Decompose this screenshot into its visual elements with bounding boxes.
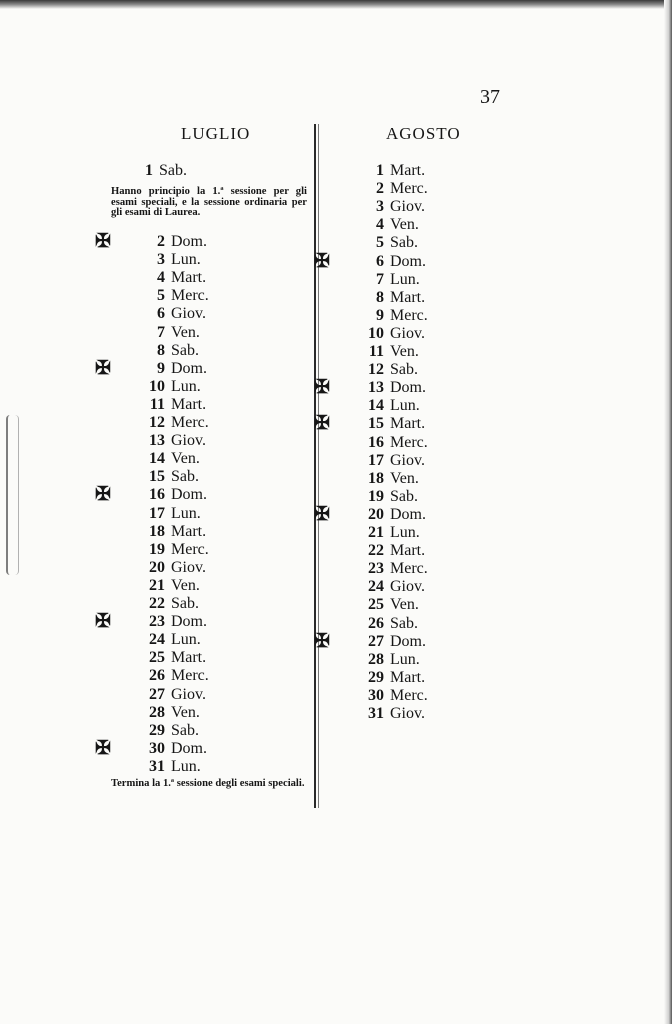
holiday-cross-icon: ✠ — [95, 357, 111, 379]
month-title-agosto: AGOSTO — [386, 124, 461, 143]
day-name: Giov. — [171, 558, 206, 576]
agosto-day-1 — [355, 162, 425, 180]
column-divider — [314, 124, 319, 808]
agosto-day-14 — [355, 397, 420, 415]
day-name: Ven. — [390, 469, 419, 487]
day-number: 15 — [368, 415, 384, 433]
luglio-first-day — [124, 162, 187, 180]
day-number: 19 — [149, 540, 165, 558]
binding-stitch — [6, 415, 19, 575]
day-number: 10 — [149, 377, 165, 395]
day-name: Dom. — [171, 233, 207, 250]
agosto-day-15 — [314, 413, 426, 435]
day-number: 22 — [149, 595, 165, 612]
day-number: 10 — [368, 324, 384, 342]
day-name: Mart. — [171, 269, 207, 287]
agosto-day-5 — [355, 234, 418, 252]
day-name: Merc. — [390, 433, 428, 451]
day-name: Giov. — [390, 324, 425, 342]
day-number: 9 — [376, 306, 384, 324]
day-number: 25 — [368, 596, 384, 614]
day-number: 16 — [368, 433, 384, 451]
day-number: 11 — [368, 343, 384, 360]
day-name: Mart. — [171, 395, 207, 413]
page-right-edge — [664, 0, 672, 1024]
luglio-day-6 — [136, 305, 206, 323]
luglio-day-21 — [136, 577, 200, 595]
agosto-day-25 — [355, 596, 419, 614]
day-name: Merc. — [171, 667, 209, 685]
day-number: 13 — [149, 432, 165, 450]
day-name: Ven. — [390, 343, 419, 360]
day-name: Lun. — [390, 524, 420, 541]
holiday-cross-icon: ✠ — [95, 484, 111, 506]
luglio-day-5 — [136, 287, 209, 305]
day-number: 23 — [149, 613, 165, 631]
day-number: 5 — [376, 234, 384, 252]
day-number: 28 — [368, 650, 384, 668]
day-name: Dom. — [390, 252, 426, 270]
page-top-edge — [0, 0, 672, 9]
day-name: Sab. — [390, 361, 418, 379]
agosto-day-3 — [355, 198, 425, 216]
day-number: 21 — [368, 524, 384, 541]
day-number: 1 — [145, 162, 153, 179]
day-number: 24 — [149, 631, 165, 649]
day-number: 23 — [368, 560, 384, 578]
day-name: Sab. — [171, 721, 199, 739]
luglio-day-26 — [136, 667, 209, 685]
day-name: Giov. — [390, 198, 425, 216]
agosto-day-22 — [355, 542, 425, 560]
day-name: Giov. — [390, 705, 425, 722]
day-number: 15 — [149, 468, 165, 486]
day-name: Dom. — [171, 739, 207, 757]
day-number: 7 — [157, 323, 165, 341]
agosto-day-18 — [355, 470, 419, 488]
agosto-day-31 — [355, 705, 425, 723]
day-name: Sab. — [159, 162, 187, 179]
luglio-day-17 — [136, 505, 201, 523]
luglio-day-16 — [95, 484, 207, 506]
day-number: 3 — [376, 198, 384, 216]
agosto-day-26 — [355, 615, 418, 633]
agosto-day-11 — [355, 343, 419, 361]
month-title-luglio: LUGLIO — [181, 124, 251, 143]
day-number: 31 — [149, 757, 165, 775]
day-number: 26 — [368, 614, 384, 632]
luglio-day-3 — [136, 251, 201, 269]
day-number: 20 — [149, 558, 165, 576]
day-name: Lun. — [171, 757, 201, 775]
luglio-day-20 — [136, 559, 206, 577]
agosto-day-24 — [355, 578, 425, 596]
day-number: 4 — [376, 216, 384, 234]
luglio-day-4 — [136, 269, 206, 287]
day-name: Giov. — [171, 305, 206, 323]
day-number: 4 — [157, 269, 165, 287]
page-number: 37 — [480, 86, 500, 108]
luglio-day-15 — [136, 468, 199, 486]
day-name: Sab. — [390, 614, 418, 632]
day-name: Giov. — [171, 685, 206, 703]
luglio-day-13 — [136, 432, 206, 450]
day-number: 1 — [376, 162, 384, 179]
day-name: Merc. — [390, 180, 428, 198]
day-number: 16 — [149, 486, 165, 504]
day-name: Lun. — [171, 251, 201, 269]
day-number: 3 — [157, 251, 165, 269]
luglio-day-27 — [136, 686, 206, 704]
day-name: Merc. — [171, 414, 209, 431]
holiday-cross-icon: ✠ — [314, 630, 330, 652]
day-name: Sab. — [390, 234, 418, 252]
day-name: Dom. — [171, 359, 207, 377]
day-name: Ven. — [171, 450, 200, 468]
luglio-day-10 — [136, 378, 201, 396]
day-name: Sab. — [171, 595, 199, 612]
luglio-day-9 — [95, 357, 207, 379]
day-name: Lun. — [171, 631, 201, 649]
luglio-day-25 — [136, 649, 206, 667]
day-name: Giov. — [390, 578, 425, 596]
day-number: 18 — [149, 522, 165, 540]
day-name: Sab. — [390, 487, 418, 505]
luglio-day-7 — [136, 324, 200, 342]
holiday-cross-icon: ✠ — [95, 737, 111, 759]
day-name: Ven. — [171, 576, 200, 594]
day-number: 21 — [149, 576, 165, 594]
day-name: Sab. — [171, 341, 199, 359]
day-name: Ven. — [390, 596, 419, 614]
luglio-day-28 — [136, 704, 200, 722]
day-name: Giov. — [171, 432, 206, 450]
agosto-day-23 — [355, 560, 428, 578]
session-end-note: Termina la 1.ª sessione degli esami speciali. — [111, 778, 305, 789]
day-number: 27 — [368, 632, 384, 650]
agosto-day-29 — [355, 669, 425, 687]
agosto-day-19 — [355, 488, 418, 506]
day-name: Lun. — [390, 397, 420, 415]
day-number: 2 — [157, 233, 165, 250]
day-name: Ven. — [171, 703, 200, 721]
agosto-day-2 — [355, 180, 428, 198]
luglio-day-18 — [136, 523, 206, 541]
agosto-day-13 — [314, 377, 426, 399]
agosto-day-17 — [355, 452, 425, 470]
day-number: 27 — [149, 685, 165, 703]
day-number: 29 — [149, 721, 165, 739]
agosto-day-8 — [355, 289, 425, 307]
day-number: 5 — [157, 287, 165, 305]
day-name: Dom. — [390, 379, 426, 397]
day-number: 14 — [368, 397, 384, 415]
day-number: 26 — [149, 667, 165, 685]
agosto-day-10 — [355, 325, 425, 343]
holiday-cross-icon: ✠ — [95, 611, 111, 633]
holiday-cross-icon: ✠ — [95, 231, 111, 252]
holiday-cross-icon: ✠ — [314, 503, 330, 525]
agosto-day-20 — [314, 503, 426, 525]
day-name: Ven. — [390, 216, 419, 234]
day-number: 31 — [368, 705, 384, 722]
day-number: 9 — [157, 359, 165, 377]
day-name: Merc. — [171, 287, 209, 305]
agosto-day-9 — [355, 307, 428, 325]
day-number: 14 — [149, 450, 165, 468]
day-name: Lun. — [390, 270, 420, 288]
day-number: 2 — [376, 180, 384, 198]
day-name: Ven. — [171, 323, 200, 341]
day-name: Mart. — [390, 288, 426, 306]
luglio-day-8 — [136, 342, 199, 360]
day-name: Merc. — [390, 686, 428, 704]
luglio-day-30 — [95, 737, 207, 759]
day-number: 6 — [157, 305, 165, 323]
session-start-note: Hanno principio la 1.ª sessione per gli esami speciali, e la sessione ordinaria per gli esami di Laurea. — [111, 186, 307, 218]
day-number: 18 — [368, 469, 384, 487]
day-number: 25 — [149, 649, 165, 667]
day-number: 19 — [368, 487, 384, 505]
day-number: 20 — [368, 505, 384, 523]
luglio-day-11 — [136, 396, 206, 414]
agosto-day-6 — [314, 250, 426, 272]
day-name: Mart. — [171, 522, 207, 540]
day-number: 12 — [149, 414, 165, 431]
luglio-day-22 — [136, 595, 199, 613]
day-name: Merc. — [171, 540, 209, 558]
luglio-day-14 — [136, 450, 200, 468]
day-name: Mart. — [171, 649, 207, 667]
day-name: Dom. — [390, 632, 426, 650]
day-name: Dom. — [390, 505, 426, 523]
agosto-day-28 — [355, 651, 420, 669]
day-number: 22 — [368, 542, 384, 560]
day-number: 30 — [368, 686, 384, 704]
day-number: 28 — [149, 703, 165, 721]
luglio-day-23 — [95, 611, 207, 633]
luglio-day-19 — [136, 541, 209, 559]
luglio-day-24 — [136, 631, 201, 649]
agosto-day-21 — [355, 524, 420, 542]
agosto-day-7 — [355, 271, 420, 289]
day-name: Lun. — [171, 504, 201, 522]
day-name: Sab. — [171, 468, 199, 486]
day-number: 17 — [368, 451, 384, 469]
day-number: 6 — [376, 252, 384, 270]
holiday-cross-icon: ✠ — [314, 377, 330, 399]
day-name: Mart. — [390, 415, 426, 433]
day-number: 7 — [376, 270, 384, 288]
day-name: Giov. — [390, 451, 425, 469]
day-number: 8 — [157, 341, 165, 359]
day-name: Mart. — [390, 162, 426, 179]
agosto-day-12 — [355, 361, 418, 379]
day-number: 17 — [149, 504, 165, 522]
day-number: 29 — [368, 668, 384, 686]
day-name: Merc. — [390, 560, 428, 578]
luglio-day-2 — [95, 231, 207, 252]
luglio-day-31 — [136, 758, 201, 776]
day-name: Lun. — [171, 377, 201, 395]
holiday-cross-icon: ✠ — [314, 413, 330, 435]
luglio-day-12 — [136, 414, 209, 432]
day-number: 8 — [376, 288, 384, 306]
day-name: Lun. — [390, 650, 420, 668]
agosto-day-27 — [314, 630, 426, 652]
day-name: Merc. — [390, 306, 428, 324]
day-number: 24 — [368, 578, 384, 596]
day-number: 12 — [368, 361, 384, 379]
agosto-day-30 — [355, 687, 428, 705]
day-number: 30 — [149, 739, 165, 757]
agosto-day-4 — [355, 216, 419, 234]
day-number: 11 — [149, 395, 165, 413]
day-name: Dom. — [171, 486, 207, 504]
agosto-day-16 — [355, 434, 428, 452]
holiday-cross-icon: ✠ — [314, 250, 330, 272]
day-number: 13 — [368, 379, 384, 397]
day-name: Mart. — [390, 542, 426, 560]
day-name: Mart. — [390, 668, 426, 686]
day-name: Dom. — [171, 613, 207, 631]
luglio-day-29 — [136, 722, 199, 740]
